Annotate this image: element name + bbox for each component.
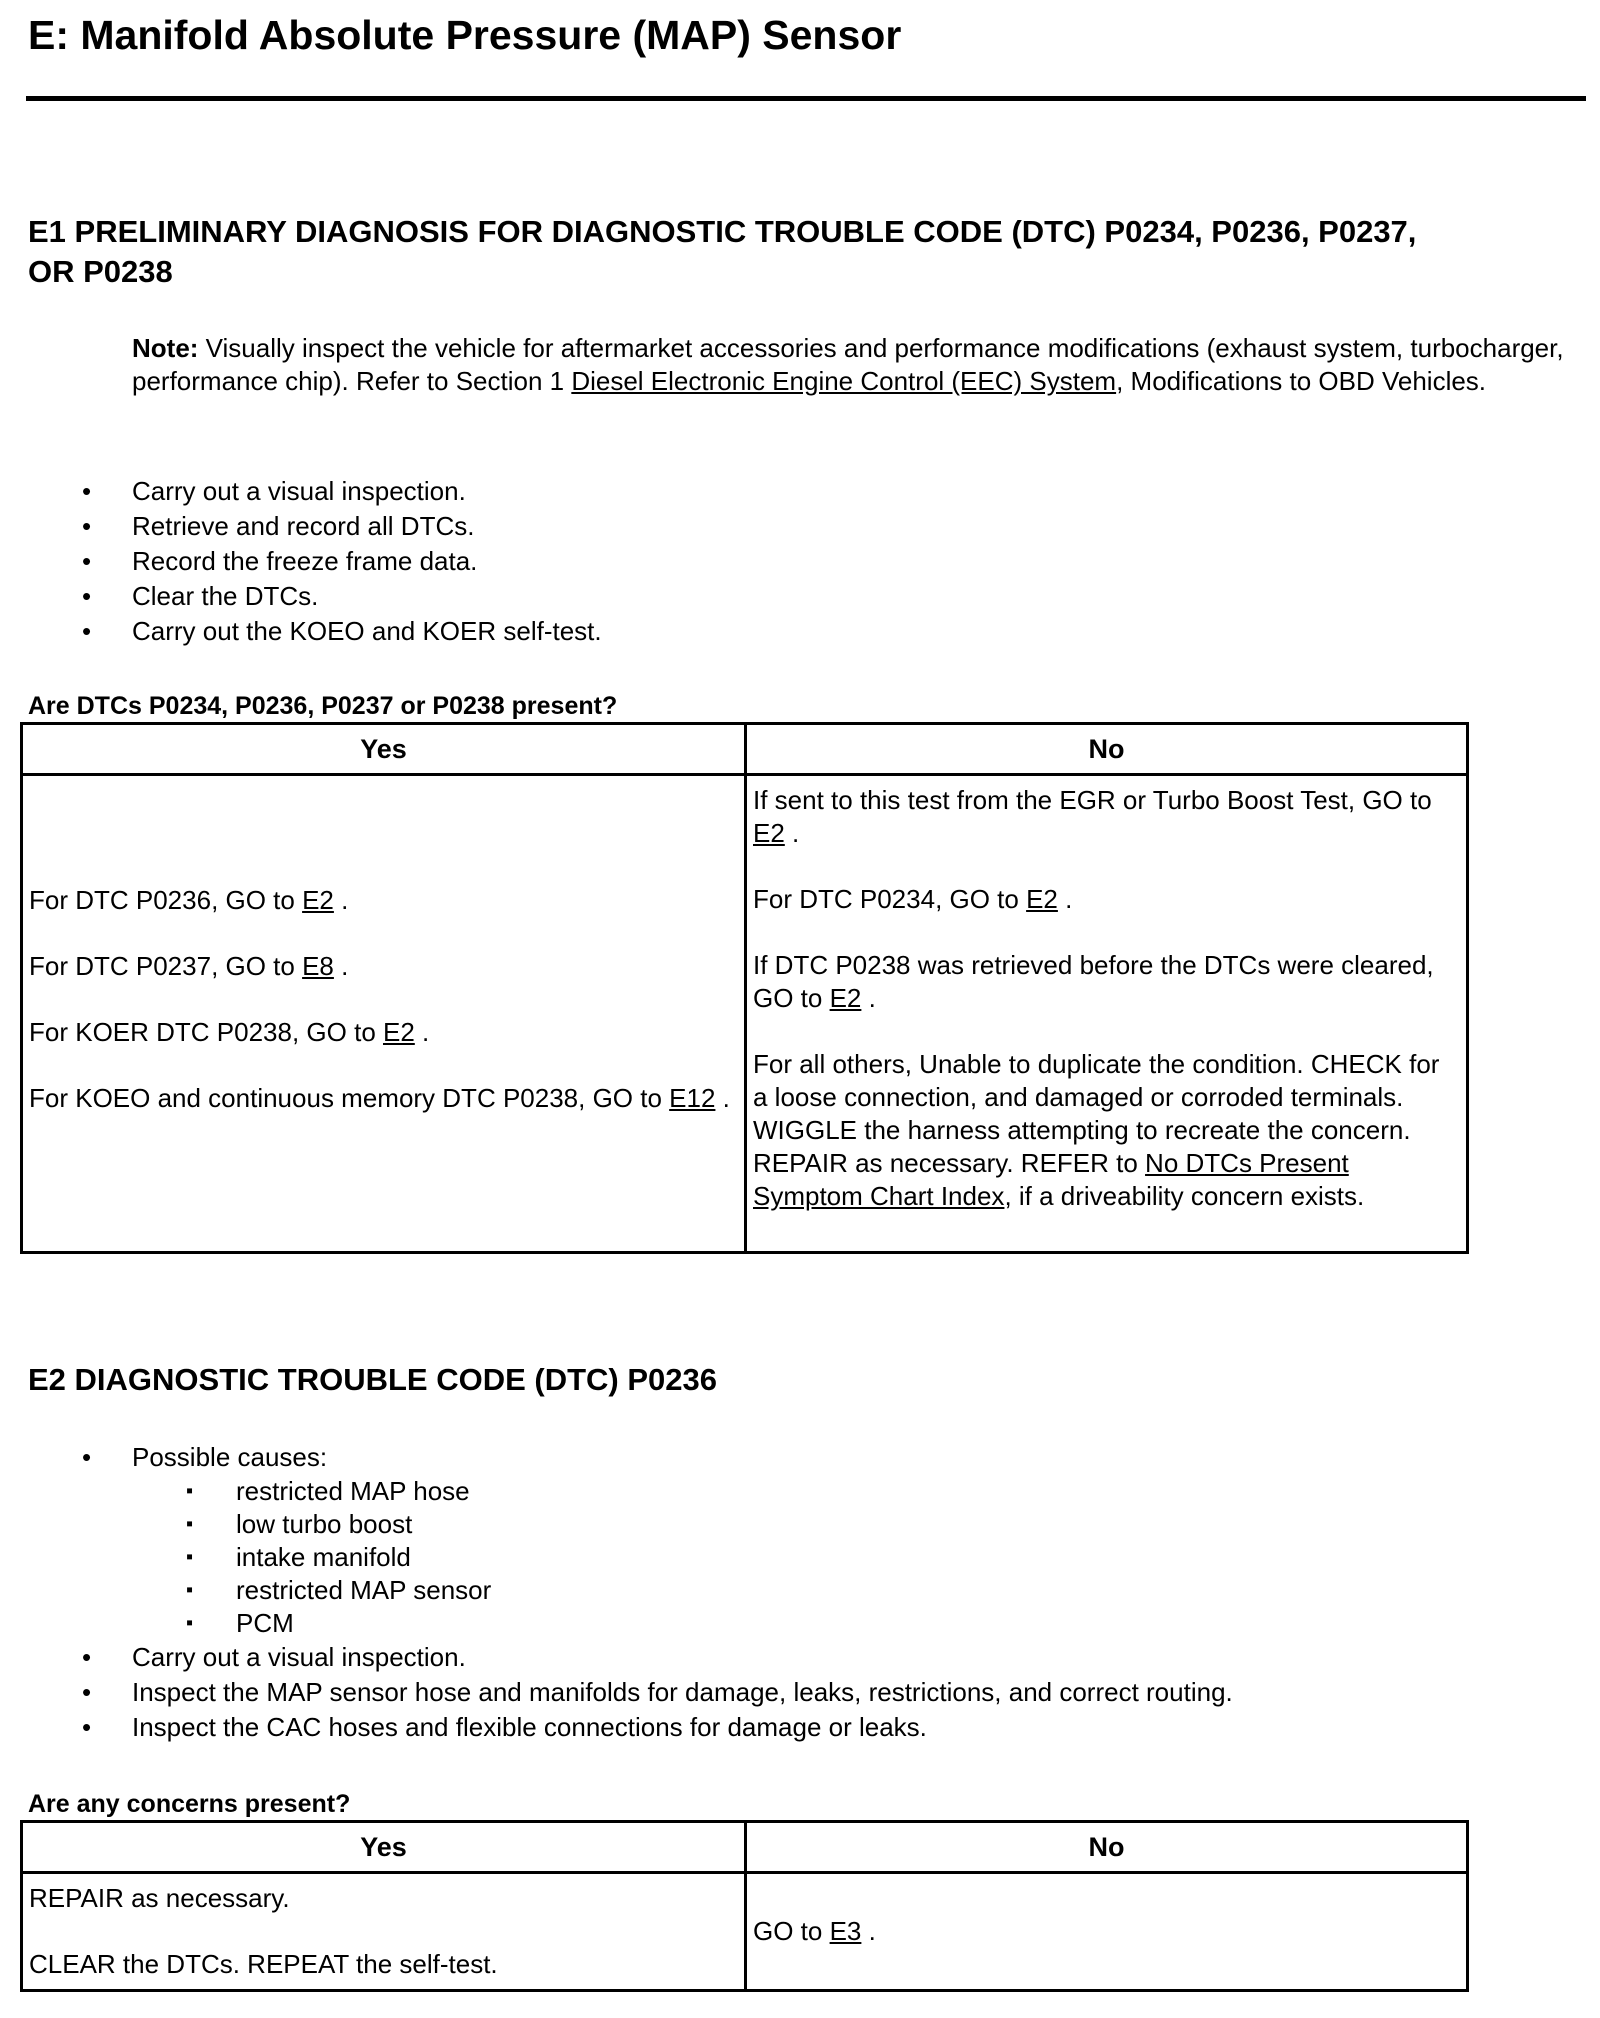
e1-steps-list: [0, 474, 602, 649]
goto-e2-link[interactable]: E2: [302, 885, 334, 915]
e1-note: [132, 332, 1572, 398]
table-row: GO to E3 .: [753, 1916, 876, 1946]
list-item: • Record the freeze frame data.: [82, 546, 478, 576]
e2-question: Are any concerns present?: [28, 1790, 351, 1818]
e1-yes-cell: [22, 775, 746, 1253]
goto-e2-link[interactable]: E2: [383, 1017, 415, 1047]
table-row: For KOEO and continuous memory DTC P0238, GO to E12 .: [29, 1083, 730, 1113]
page-title: E: Manifold Absolute Pressure (MAP) Sensor: [28, 12, 902, 58]
table-row: For DTC P0237, GO to E8 .: [29, 951, 349, 981]
list-item: ▪ PCM: [186, 1608, 294, 1638]
list-item: ▪ low turbo boost: [186, 1509, 413, 1539]
list-item: ▪ restricted MAP hose: [186, 1476, 470, 1506]
e2-no-cell: [746, 1873, 1468, 1991]
table-row: For DTC P0236, GO to E2 .: [29, 885, 349, 915]
symptom-chart-index-link[interactable]: No DTCs Present Symptom Chart Index: [753, 1148, 1349, 1211]
e1-heading-line2: OR P0238: [28, 254, 173, 289]
no-column-header: No: [746, 724, 1468, 775]
eec-system-link[interactable]: Diesel Electronic Engine Control (EEC) System: [571, 366, 1117, 396]
list-item: • Possible causes: ▪ restricted MAP hose ▪ low turbo boost ▪ intake manifold ▪ restricted MAP sensor ▪ PCM: [0, 1440, 1233, 1640]
no-column-header: No: [746, 1822, 1468, 1873]
yes-column-header: Yes: [22, 1822, 746, 1873]
note-text-2: , Modifications to OBD Vehicles.: [1116, 366, 1487, 396]
table-row: If DTC P0238 was retrieved before the DTCs were cleared, GO to E2 .: [753, 950, 1434, 1013]
list-item: ▪ restricted MAP sensor: [186, 1575, 492, 1605]
list-item: • Inspect the MAP sensor hose and manifolds for damage, leaks, restrictions, and correct routing.: [82, 1677, 1233, 1707]
list-item: • Carry out the KOEO and KOER self-test.: [82, 616, 602, 646]
e2-yes-cell: [22, 1873, 746, 1991]
goto-e8-link[interactable]: E8: [302, 951, 334, 981]
e1-question: Are DTCs P0234, P0236, P0237 or P0238 present?: [28, 692, 618, 720]
e1-heading-line1: E1 PRELIMINARY DIAGNOSIS FOR DIAGNOSTIC TROUBLE CODE (DTC) P0234, P0236, P0237,: [28, 214, 1417, 249]
e1-decision-table: [20, 722, 1469, 1254]
table-row: For DTC P0234, GO to E2 .: [753, 884, 1073, 914]
possible-causes-label: Possible causes:: [132, 1442, 328, 1472]
goto-e2-link[interactable]: E2: [753, 818, 785, 848]
table-row: For all others, Unable to duplicate the condition. CHECK for a loose connection, and damaged or corroded terminals. WIGGLE the harness attempting to recreate the concern. REPAIR as necessary. REFER to No DTCs Present Symptom Chart Index, if a driveability concern exists.: [753, 1049, 1440, 1211]
causes-sublist: [132, 1475, 1233, 1640]
list-item: • Retrieve and record all DTCs.: [82, 511, 475, 541]
title-divider: [26, 96, 1586, 101]
e2-heading: E2 DIAGNOSTIC TROUBLE CODE (DTC) P0236: [28, 1362, 717, 1397]
e1-heading: [28, 212, 1416, 292]
goto-e2-link[interactable]: E2: [829, 983, 862, 1013]
note-label: Note:: [132, 333, 199, 363]
goto-e2-link[interactable]: E2: [1026, 884, 1058, 914]
list-item: • Carry out a visual inspection.: [82, 476, 466, 506]
note-text-1: Visually inspect the vehicle for aftermarket accessories and performance modifications (exhaust system, turbocharger, performance chip). Refer to Section 1: [132, 333, 1564, 396]
list-item: • Clear the DTCs.: [82, 581, 319, 611]
table-row: REPAIR as necessary.: [29, 1883, 290, 1913]
table-row: For KOER DTC P0238, GO to E2 .: [29, 1017, 430, 1047]
goto-e3-link[interactable]: E3: [829, 1916, 862, 1946]
e2-steps-list: [0, 1440, 1233, 1745]
list-item: • Carry out a visual inspection.: [82, 1642, 466, 1672]
e2-decision-table: [20, 1820, 1469, 1992]
table-row: CLEAR the DTCs. REPEAT the self-test.: [29, 1949, 498, 1979]
goto-e12-link[interactable]: E12: [669, 1083, 716, 1113]
list-item: ▪ intake manifold: [186, 1542, 411, 1572]
e1-no-cell: [746, 775, 1468, 1253]
yes-column-header: Yes: [22, 724, 746, 775]
list-item: • Inspect the CAC hoses and flexible connections for damage or leaks.: [82, 1712, 927, 1742]
table-row: If sent to this test from the EGR or Turbo Boost Test, GO to E2 .: [753, 785, 1432, 848]
